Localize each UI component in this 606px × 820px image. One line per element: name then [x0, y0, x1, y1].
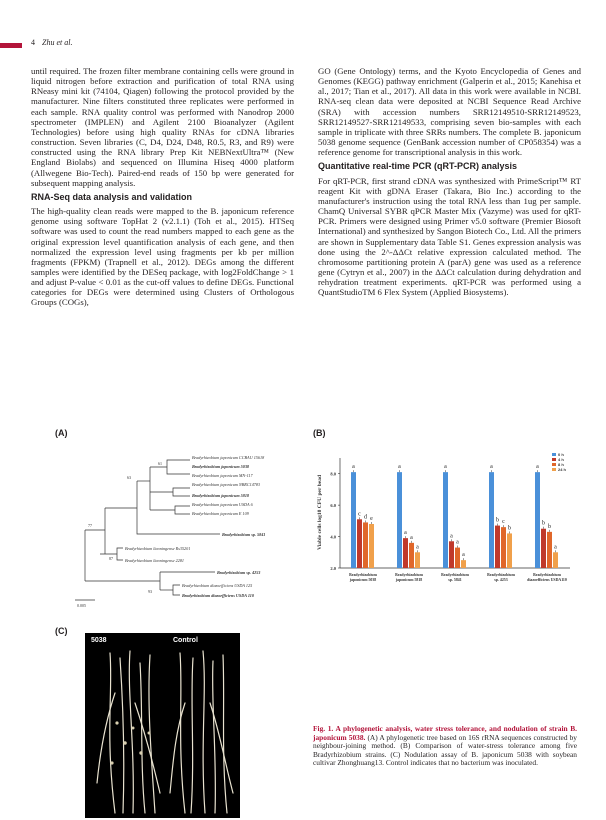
tree-taxon: Bradyrhizobium japonicum CCBAU 15618 — [192, 455, 265, 460]
significance-letter: a — [398, 464, 401, 471]
bootstrap-value: 63 — [127, 475, 131, 480]
significance-letter: a — [404, 530, 407, 537]
bar — [351, 472, 356, 568]
significance-letter: d — [364, 514, 367, 521]
y-tick-label: 8.0 — [330, 471, 336, 477]
bar — [415, 552, 420, 568]
x-category-label: sp. 4253 — [494, 578, 508, 582]
bar — [501, 527, 506, 568]
panel-a-label: (A) — [55, 428, 68, 438]
significance-letter: b — [542, 520, 545, 527]
right-column — [318, 66, 581, 301]
x-category-label: diazoefficiens USDA110 — [527, 578, 567, 582]
bar — [495, 526, 500, 568]
significance-letter: b — [508, 525, 511, 532]
page-number: 4 — [31, 38, 35, 47]
tree-taxon: Bradyrhizobium sp. 4253 — [217, 570, 261, 575]
bar — [455, 548, 460, 568]
significance-letter: e — [370, 516, 373, 522]
tree-taxon: Bradyrhizobium japonicum USDA 6 — [192, 502, 253, 507]
tree-taxon: Bradyrhizobium japonicum MN-117 — [192, 473, 253, 478]
caption-title: Fig. 1. A phylogenetic analysis, water stress tolerance, and nodulation of strain B. japonicum 5038. — [313, 724, 577, 742]
significance-letter: a — [456, 539, 459, 546]
significance-letter: b — [496, 517, 499, 524]
bar — [547, 532, 552, 568]
significance-letter: a — [352, 464, 355, 471]
significance-letter: c — [358, 511, 361, 518]
section-heading: Quantitative real-time PCR (qRT-PCR) analysis — [318, 161, 518, 172]
tree-taxon: Bradyrhizobium liaoningense Rs35201 — [125, 546, 191, 551]
bar — [369, 524, 374, 568]
x-category-label: Bradyrhizobium — [533, 573, 561, 577]
legend-label: 4 h — [558, 457, 564, 462]
significance-letter: a — [462, 552, 465, 559]
bootstrap-value: 77 — [88, 523, 92, 528]
bar — [363, 522, 368, 568]
phylogenetic-tree — [55, 450, 295, 610]
significance-letter: a — [490, 464, 493, 471]
water-stress-bar-chart — [312, 450, 580, 600]
legend-swatch — [552, 463, 556, 466]
left-column — [31, 66, 294, 312]
bootstrap-value: 61 — [158, 461, 162, 466]
bar — [541, 529, 546, 568]
header-accent-bar — [0, 43, 22, 48]
tree-taxon: Bradyrhizobium japonicum NBRC14783 — [192, 482, 261, 487]
running-authors: Zhu et al. — [42, 38, 73, 47]
x-category-label: japonicum 5038 — [349, 578, 377, 582]
photo-label-5038: 5038 — [91, 637, 107, 644]
legend-swatch — [552, 458, 556, 461]
scale-label: 0.005 — [77, 603, 86, 608]
x-category-label: Bradyrhizobium — [441, 573, 469, 577]
tree-taxon: Bradyrhizobium japonicum 5038 — [192, 464, 250, 469]
x-category-label: Bradyrhizobium — [349, 573, 377, 577]
photo-label-control: Control — [173, 637, 198, 644]
legend-label: 0 h — [558, 452, 564, 457]
significance-letter: a — [554, 544, 557, 551]
legend-label: 24 h — [558, 467, 567, 472]
tree-taxon: Bradyrhizobium japonicum E 109 — [192, 511, 249, 516]
significance-letter: a — [410, 534, 413, 541]
tree-taxon: Bradyrhizobium diazoefficiens USDA 125 — [182, 583, 253, 588]
legend-swatch — [552, 453, 556, 456]
figure-caption — [313, 725, 577, 768]
bar — [409, 543, 414, 568]
bar — [535, 472, 540, 568]
tree-taxon: Bradyrhizobium liaoningense 2281 — [125, 558, 185, 563]
y-axis-label: Viable cells log10 CFU per bead — [317, 474, 323, 550]
legend-label: 8 h — [558, 462, 564, 467]
bar — [449, 541, 454, 568]
significance-letter: a — [416, 544, 419, 551]
paragraph: until required. The frozen filter membrane containing cells were ground in liquid nitrogen before extraction and purification of total RNA using RNeasy mini kit (74104, Qiagen) following the protocol provided by the manufacturer. Nine filters constituted three replicates were performed in each sample. RNA quality control was performed with Nanodrop 2000 spectrometer (IMPLEN) and Agilent 2100 Bioanalyzer (Agilent Technologies) before using high quality RNAs for cDNA libraries construction. Seven libraries (C, D4, D24, D48, R0.5, R3, and R9) were constructed using the RNA library Prep Kit NEBNextUltra™ (New England Biolabs) and sequenced on Illumina Hiseq 4000 platform (Allwegene Bio-Tech). Paired-end reads of 150 bp were generated for subsequent mapping analysis. — [31, 66, 294, 188]
y-tick-label: 6.0 — [330, 503, 336, 509]
bar — [357, 519, 362, 568]
bootstrap-value: 87 — [109, 556, 113, 561]
significance-letter: b — [548, 523, 551, 530]
significance-letter: a — [444, 464, 447, 471]
bootstrap-value: 93 — [148, 589, 152, 594]
bar — [489, 472, 494, 568]
legend-swatch — [552, 468, 556, 471]
tree-taxon: Bradyrhizobium diazoefficiens USDA 110 — [182, 593, 254, 598]
significance-letter: a — [536, 464, 539, 471]
x-category-label: Bradyrhizobium — [487, 573, 515, 577]
bar — [397, 472, 402, 568]
significance-letter: a — [450, 533, 453, 540]
y-tick-label: 2.0 — [330, 566, 336, 571]
tree-taxon: Bradyrhizobium japonicum 5818 — [192, 493, 250, 498]
paragraph: For qRT-PCR, first strand cDNA was synthesized with PrimeScript™ RT reagent Kit with gDNA Eraser (Takara, Bio Inc.) according to the manufacturer's instruction using the total RNA less than 1ug per sample. ChamQ Universal SYBR qPCR Master Mix (Vazyme) was used for qRT-PCR. Primers were designed using Primer v5.0 software (Premier Biosoft International) and synthesized by Sangon Biotech Co., Ltd. All the primers are shown in Supplementary data Table S1. Genes expression analysis was done using the 2^-ΔΔCt relative expression calculated method. The chromosome partitioning protein A (parA) gene was used as a reference gene (Cytryn et al., 2007) in the ΔΔCt calculation during dehydration and rehydration treatment experiments. qRT-PCR was performed using a QuantStudioTM 6 Flex System (Applied Biosystems). — [318, 175, 581, 298]
x-category-label: japonicum 5818 — [395, 578, 423, 582]
x-category-label: Bradyrhizobium — [395, 573, 423, 577]
section-heading: RNA-Seq data analysis and validation — [31, 191, 193, 202]
bar — [461, 560, 466, 568]
x-category-label: sp. 5841 — [448, 578, 462, 582]
bar — [403, 538, 408, 568]
caption-body: (A) A phylogenetic tree based on 16S rRNA sequences constructed by neighbour-joining method. (B) Comparison of water-stress tolerance among five Bradyrhizobium strains. (C) Nodulation assay of B. japonicum 5038 with soybean cultivar Zhonghuang13. Control indicates that no bacterium was inoculated. — [313, 732, 577, 768]
y-tick-label: 4.0 — [330, 534, 336, 540]
paragraph: GO (Gene Ontology) terms, and the Kyoto Encyclopedia of Genes and Genomes (KEGG) pathway enrichment (Galperin et al., 2015; Kanehisa et al., 2017; Tian et al., 2017). All data in this work were available in NCBI. RNA-seq clean data were deposited at NCBI Sequence Read Archive (SRA) with accession numbers SRR12149510-SRR12149523, SRR12149527-SRR12149533, comprising seven bio-samples with each sample in triplicate with three SRRs numbers. The complete B. japonicum 5038 genome sequence (GenBank accession number of CP058354) was a reference genome for transcriptional analysis in this work. — [318, 66, 581, 158]
bar — [507, 533, 512, 568]
paragraph: The high-quality clean reads were mapped to the B. japonicum reference genome using software TopHat 2 (v2.1.1) (Toh et al., 2015). HTSeq software was used to count the read numbers mapped to each gene as the original expression level quantification analysis of each gene, and then normalized the expression level using fragments per kb per million fragments (FPKM) (Trapnell et al., 2012). DEGs among the different samples were identified by the DESeq package, with log2FoldChange > 1 and adjust P-value < 0.01 as the cut-off values to define DEGs. Functional categories for DEGs were determined using Clusters of Orthologous Groups (COGs), — [31, 206, 294, 308]
panel-c-label: (C) — [55, 626, 68, 636]
tree-taxon: Bradyrhizobium sp. 5841 — [222, 532, 266, 537]
panel-b-label: (B) — [313, 428, 326, 438]
bar — [443, 472, 448, 568]
nodulation-photo — [85, 633, 240, 818]
significance-letter: c — [502, 519, 505, 526]
soybean-roots-image — [85, 633, 240, 818]
bar — [553, 552, 558, 568]
